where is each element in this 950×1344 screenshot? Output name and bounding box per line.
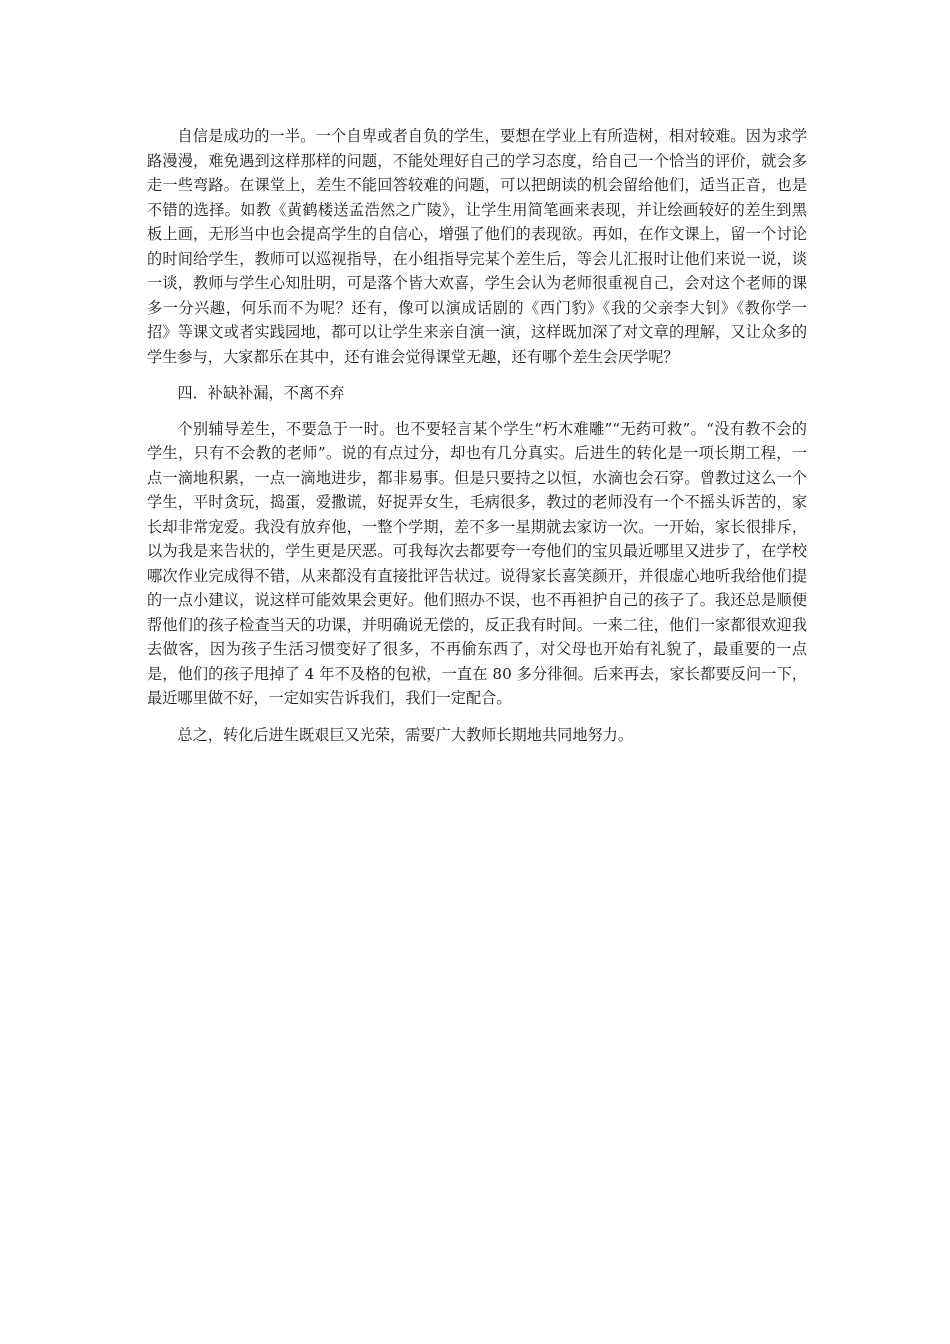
paragraph-conclusion: 总之，转化后进生既艰巨又光荣，需要广大教师长期地共同地努力。: [177, 725, 634, 744]
paragraph-individual-tutoring: 个别辅导差生，不要急于一时。也不要轻言某个学生“朽木难雕”“无药可救”。“没有教不会的学生，只有不会教的老师”。说的有点过分，却也有几分真实。后进生的转化是一项长期工程，一点一滴地积累，一点一滴地进步，都非易事。但是只要持之以恒，水滴也会石穿。曾教过这么一个学生，平时贪玩，捣蛋，爱撒谎，好捉弄女生，毛病很多，教过的老师没有一个不摇头诉苦的，家长却非常宠爱。我没有放弃他，一整个学期，差不多一星期就去家访一次。一开始，家长很排斥，以为我是来告状的，学生更是厌恶。可我每次去都要夸一夸他们的宝贝最近哪里又进步了，在学校哪次作业完成得不错，从来都没有直接批评告状过。说得家长喜笑颜开，并很虚心地听我给他们提的一点小建议，说这样可能效果会更好。他们照办不误，也不再袒护自己的孩子了。我还总是顺便帮他们的孩子检查当天的功课，并明确说无偿的，反正我有时间。一来二往，他们一家都很欢迎我去做客，因为孩子生活习惯变好了很多，不再偷东西了，对父母也开始有礼貌了，最重要的一点是，他们的孩子甩掉了 4 年不及格的包袱，一直在 80 多分徘徊。后来再去，家长都要反问一下，最近哪里做不好，一定如实告诉我们，我们一定配合。: [147, 419, 807, 707]
document-body: [147, 124, 807, 747]
paragraph-self-confidence: 自信是成功的一半。一个自卑或者自负的学生，要想在学业上有所造树，相对较难。因为求学路漫漫，难免遇到这样那样的问题，不能处理好自己的学习态度，给自己一个恰当的评价，就会多走一些弯路。在课堂上，差生不能回答较难的问题，可以把朗读的机会留给他们，适当正音，也是不错的选择。如教《黄鹤楼送孟浩然之广陵》，让学生用简笔画来表现，并让绘画较好的差生到黑板上画，无形当中也会提高学生的自信心，增强了他们的表现欲。再如，在作文课上，留一个讨论的时间给学生，教师可以巡视指导，在小组指导完某个差生后，等会儿汇报时让他们来说一说，谈一谈，教师与学生心知肚明，可是落个皆大欢喜，学生会认为老师很重视自己，会对这个老师的课多一分兴趣，何乐而不为呢？还有，像可以演成话剧的《西门豹》《我的父亲李大钊》《教你学一招》等课文或者实践园地，都可以让学生来亲自演一演，这样既加深了对文章的理解，又让众多的学生参与，大家都乐在其中，还有谁会觉得课堂无趣，还有哪个差生会厌学呢？: [147, 127, 807, 366]
section-heading-four: 四．补缺补漏，不离不弃: [177, 384, 345, 402]
